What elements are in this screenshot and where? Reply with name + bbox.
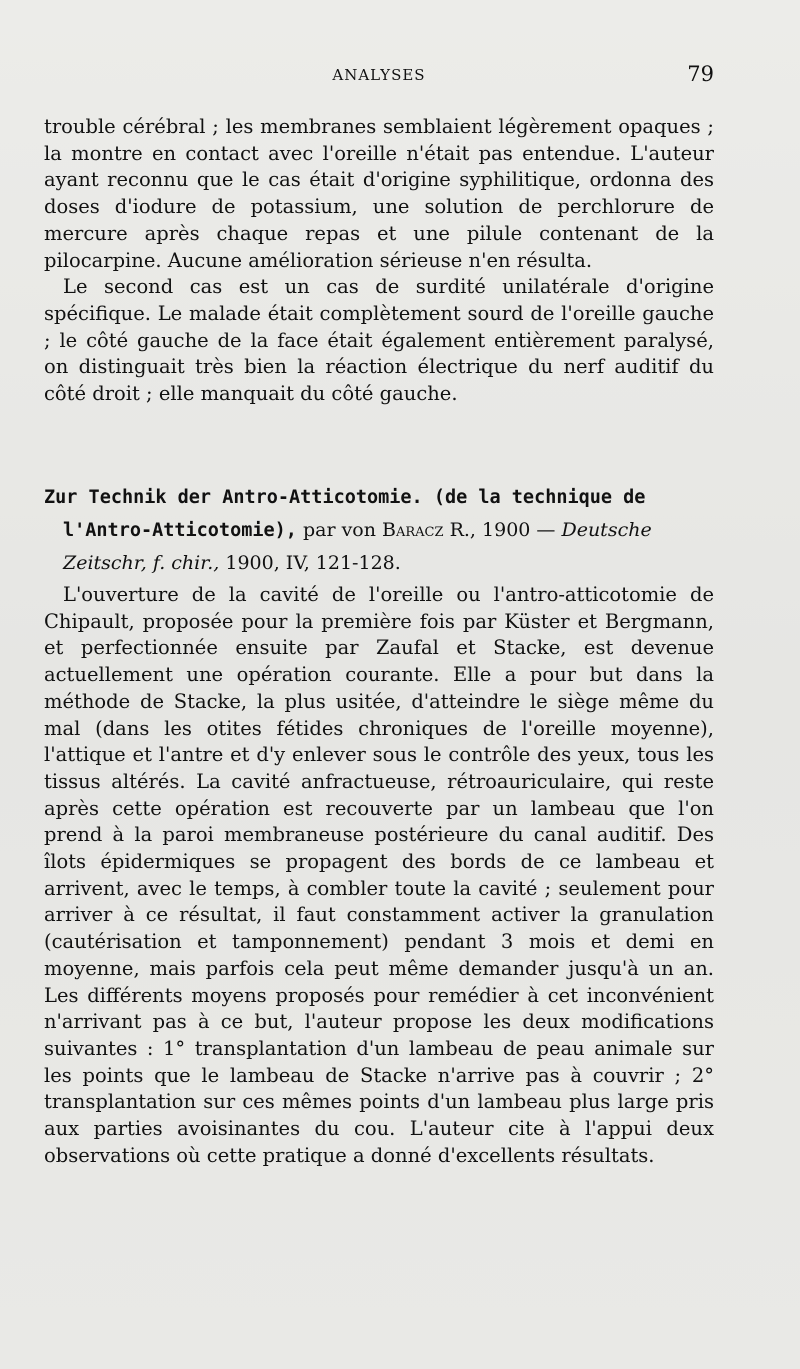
review-paragraph: L'ouverture de la cavité de l'oreille ou l'antro-atticotomie de Chipault, proposée pour la première fois par Küster et Bergmann, et perfectionnée ensuite par Zaufal et Stacke, est devenue actuellement une opération courante. Elle a pour but dans la méthode de Stacke, la plus usitée, d'atteindre le siège même du mal (dans les otites fétides chroniques de l'oreille moyenne), l'attique et l'antre et d'y enlever sous le contrôle des yeux, tous les tissus altérés. La cavité anfractueuse, rétroauriculaire, qui reste après cette opération est recouverte par un lambeau que l'on prend à la paroi membraneuse postérieure du canal auditif. Des îlots épidermiques se propagent des bords de ce lambeau et arrivent, avec le temps, à combler toute la cavité ; seulement pour arriver à ce résultat, il faut constamment activer la granulation (cautérisation et tamponnement) pendant 3 mois et demi en moyenne, mais parfois cela peut même demander jusqu'à un an. Les différents moyens proposés pour remédier à cet inconvénient n'arrivant pas à ce but, l'auteur propose les deux modifications suivantes : 1° transplantation d'un lambeau de peau animale sur les points que le lambeau de Stacke n'arrive pas à couvrir ; 2° transplantation sur ces mêmes points d'un lambeau plus large pris aux parties avoisinantes du cou. L'auteur cite à l'appui deux observations où cette pratique a donné d'excellents résultats. xyxy=(44,583,714,1167)
review-text xyxy=(44,582,714,1169)
continuation-text xyxy=(44,114,714,408)
entry-year: 1900 — xyxy=(482,519,556,541)
entry-by: par von xyxy=(302,519,376,541)
entry-reference: 1900, IV, 121-128. xyxy=(225,552,401,574)
entry-author: Baracz R., xyxy=(382,519,476,541)
paragraph-continued: trouble cérébral ; les membranes semblaient légèrement opaques ; la montre en contact avec l'oreille n'était pas entendue. L'auteur ayant reconnu que le cas était d'origine syphilitique, ordonna des doses d'iodure de potassium, une solution de perchlorure de mercure après chaque repas et une pilule contenant de la pilocarpine. Aucune amélioration sérieuse n'en résulta. xyxy=(44,115,714,272)
entry-journal: Deutsche Zeitschr, f. chir., xyxy=(63,519,652,574)
bibliographic-entry xyxy=(44,481,714,580)
page-number: 79 xyxy=(687,62,714,86)
entry-title: Zur Technik der Antro-Atticotomie. (de la technique de l'Antro-Atticotomie), xyxy=(44,487,646,541)
paragraph-second-case: Le second cas est un cas de surdité unilatérale d'origine spécifique. Le malade était complètement sourd de l'oreille gauche ; le côté gauche de la face était également entièrement paralysé, on distinguait très bien la réaction électrique du nerf auditif du côté droit ; elle manquait du côté gauche. xyxy=(44,275,714,406)
running-title: ANALYSES xyxy=(332,66,426,84)
page-header xyxy=(44,62,714,88)
